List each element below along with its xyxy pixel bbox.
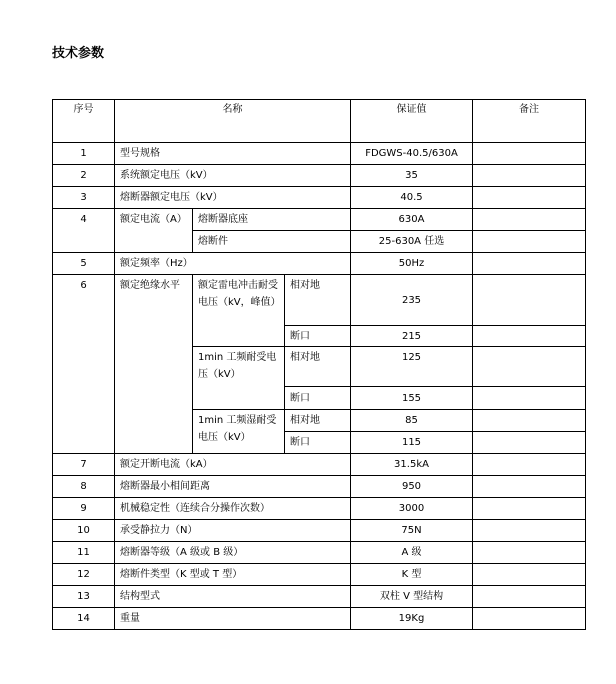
row-value: 双柱 V 型结构: [351, 586, 473, 608]
row-remark: [473, 454, 586, 476]
row-no: 6: [53, 275, 115, 454]
page-title: 技术参数: [52, 46, 105, 61]
row-name: 结构型式: [115, 586, 351, 608]
table-row: [53, 187, 586, 209]
row-remark: [473, 432, 586, 454]
header-no: 序号: [53, 100, 115, 143]
row-remark: [473, 564, 586, 586]
table-row: [53, 165, 586, 187]
row-remark: [473, 275, 586, 326]
header-name: 名称: [115, 100, 351, 143]
row-value: 31.5kA: [351, 454, 473, 476]
header-value: 保证值: [351, 100, 473, 143]
row-value: 19Kg: [351, 608, 473, 630]
row-value: 85: [351, 410, 473, 432]
row-value: 115: [351, 432, 473, 454]
row-value: 25-630A 任选: [351, 231, 473, 253]
row-no: 1: [53, 143, 115, 165]
row-remark: [473, 165, 586, 187]
table-row: [53, 476, 586, 498]
row-remark: [473, 187, 586, 209]
row-name: 承受静拉力（N）: [115, 520, 351, 542]
row-name: 额定绝缘水平: [115, 275, 193, 454]
row-no: 13: [53, 586, 115, 608]
row-value: 75N: [351, 520, 473, 542]
row-name: 熔断器最小相间距离: [115, 476, 351, 498]
phase-to-ground-label: 相对地: [285, 347, 351, 387]
row-remark: [473, 253, 586, 275]
row-value: 40.5: [351, 187, 473, 209]
row-value: 950: [351, 476, 473, 498]
row-subname: 熔断件: [193, 231, 351, 253]
row-no: 14: [53, 608, 115, 630]
table-row: [53, 520, 586, 542]
row-name: 额定开断电流（kA）: [115, 454, 351, 476]
row-remark: [473, 387, 586, 410]
table-row: [53, 542, 586, 564]
row-name: 熔断器额定电压（kV）: [115, 187, 351, 209]
row-name: 额定频率（Hz）: [115, 253, 351, 275]
row-remark: [473, 347, 586, 387]
row-remark: [473, 520, 586, 542]
row-value: K 型: [351, 564, 473, 586]
row-no: 4: [53, 209, 115, 253]
row-no: 3: [53, 187, 115, 209]
row-remark: [473, 498, 586, 520]
phase-to-ground-label: 相对地: [285, 410, 351, 432]
row-name: 熔断器等级（A 级或 B 级）: [115, 542, 351, 564]
tech-params-table: [52, 99, 586, 630]
row-remark: [473, 231, 586, 253]
lightning-impulse-label: 额定雷电冲击耐受电压（kV，峰值）: [193, 275, 285, 347]
row-value: 235: [351, 275, 473, 326]
row-name: 型号规格: [115, 143, 351, 165]
row-value: 155: [351, 387, 473, 410]
row-no: 5: [53, 253, 115, 275]
row-name: 机械稳定性（连续合分操作次数）: [115, 498, 351, 520]
header-remark: 备注: [473, 100, 586, 143]
row-value: 215: [351, 326, 473, 347]
row-remark: [473, 608, 586, 630]
row-remark: [473, 586, 586, 608]
row-value: 35: [351, 165, 473, 187]
power-freq-dry-label: 1min 工频耐受电压（kV）: [193, 347, 285, 410]
row-value: FDGWS-40.5/630A: [351, 143, 473, 165]
table-row: [53, 143, 586, 165]
table-row: [53, 608, 586, 630]
table-row: [53, 275, 586, 326]
row-no: 9: [53, 498, 115, 520]
phase-to-ground-label: 相对地: [285, 275, 351, 326]
row-remark: [473, 542, 586, 564]
header-row: [53, 100, 586, 143]
table-row: [53, 209, 586, 231]
row-name: 系统额定电压（kV）: [115, 165, 351, 187]
table-row: [53, 498, 586, 520]
row-no: 8: [53, 476, 115, 498]
row-name: 重量: [115, 608, 351, 630]
row-no: 7: [53, 454, 115, 476]
row-value: 50Hz: [351, 253, 473, 275]
row-no: 10: [53, 520, 115, 542]
table-row: [53, 586, 586, 608]
row-remark: [473, 209, 586, 231]
break-label: 断口: [285, 326, 351, 347]
row-value: 3000: [351, 498, 473, 520]
row-no: 2: [53, 165, 115, 187]
row-value: 630A: [351, 209, 473, 231]
break-label: 断口: [285, 387, 351, 410]
row-no: 11: [53, 542, 115, 564]
row-name: 熔断件类型（K 型或 T 型）: [115, 564, 351, 586]
break-label: 断口: [285, 432, 351, 454]
table-row: [53, 454, 586, 476]
row-no: 12: [53, 564, 115, 586]
power-freq-wet-label: 1min 工频湿耐受电压（kV）: [193, 410, 285, 454]
table-row: [53, 253, 586, 275]
row-remark: [473, 143, 586, 165]
row-remark: [473, 410, 586, 432]
row-remark: [473, 476, 586, 498]
row-subname: 熔断器底座: [193, 209, 351, 231]
table-row: [53, 564, 586, 586]
row-name: 额定电流（A）: [115, 209, 193, 253]
row-remark: [473, 326, 586, 347]
row-value: 125: [351, 347, 473, 387]
row-value: A 级: [351, 542, 473, 564]
